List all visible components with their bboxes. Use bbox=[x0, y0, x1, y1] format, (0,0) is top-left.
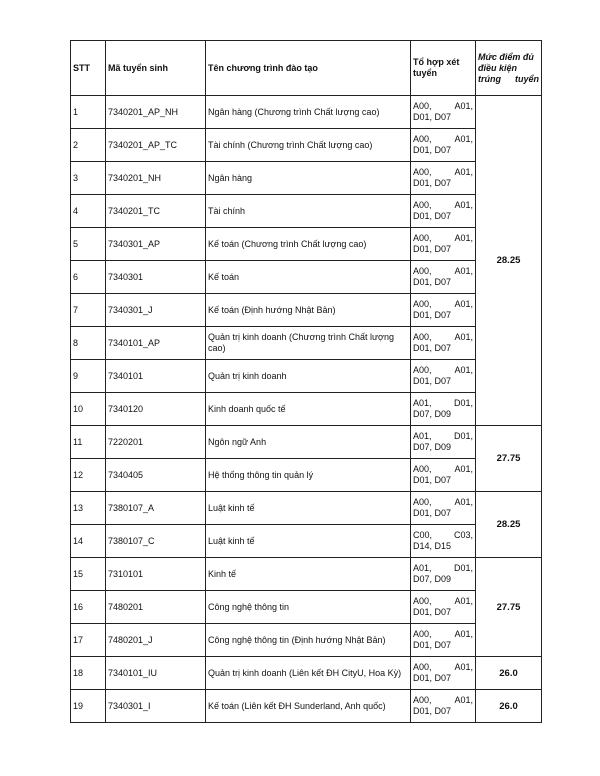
row-program-name: Ngân hàng bbox=[206, 162, 411, 195]
combo-rest: D01, D07 bbox=[413, 475, 452, 485]
row-admission-code: 7340301 bbox=[106, 261, 206, 294]
row-program-name: Kế toán bbox=[206, 261, 411, 294]
row-program-name: Ngôn ngữ Anh bbox=[206, 426, 411, 459]
combo-first: A00, bbox=[413, 497, 432, 507]
combo-first: A01, bbox=[413, 563, 432, 573]
combo-second: A01, bbox=[454, 266, 473, 276]
combo-second: C03, bbox=[453, 530, 473, 540]
combo-second: A01, bbox=[454, 365, 473, 375]
row-admission-code: 7340101 bbox=[106, 360, 206, 393]
row-program-name: Kinh tế bbox=[206, 558, 411, 591]
row-subject-combination bbox=[411, 294, 476, 327]
combo-first: A00, bbox=[413, 365, 432, 375]
row-program-name: Tài chính (Chương trình Chất lượng cao) bbox=[206, 129, 411, 162]
row-admission-code: 7480201 bbox=[106, 591, 206, 624]
combo-rest: D14, D15 bbox=[413, 541, 452, 551]
combo-rest: D01, D07 bbox=[413, 376, 452, 386]
row-subject-combination bbox=[411, 360, 476, 393]
row-admission-code: 7480201_J bbox=[106, 624, 206, 657]
row-program-name: Ngân hàng (Chương trình Chất lượng cao) bbox=[206, 96, 411, 129]
row-subject-combination bbox=[411, 591, 476, 624]
row-subject-combination bbox=[411, 261, 476, 294]
table-row bbox=[71, 591, 542, 624]
row-subject-combination bbox=[411, 624, 476, 657]
combo-second: A01, bbox=[454, 464, 473, 474]
row-admission-code: 7340301_J bbox=[106, 294, 206, 327]
row-stt: 2 bbox=[71, 129, 106, 162]
row-subject-combination bbox=[411, 426, 476, 459]
row-admission-code: 7380107_C bbox=[106, 525, 206, 558]
combo-second: A01, bbox=[454, 332, 473, 342]
combo-first: A00, bbox=[413, 596, 432, 606]
combo-rest: D07, D09 bbox=[413, 442, 452, 452]
row-admission-code: 7380107_A bbox=[106, 492, 206, 525]
table-row bbox=[71, 690, 542, 723]
combo-rest: D01, D07 bbox=[413, 607, 452, 617]
row-admission-code: 7340201_AP_NH bbox=[106, 96, 206, 129]
row-subject-combination bbox=[411, 327, 476, 360]
row-subject-combination bbox=[411, 96, 476, 129]
qualifying-score-cell: 27.75 bbox=[476, 558, 542, 657]
row-subject-combination bbox=[411, 162, 476, 195]
combo-second: A01, bbox=[454, 233, 473, 243]
combo-second: A01, bbox=[454, 101, 473, 111]
row-program-name: Kinh doanh quốc tế bbox=[206, 393, 411, 426]
table-header-row bbox=[71, 41, 542, 96]
combo-rest: D01, D07 bbox=[413, 508, 452, 518]
table-row bbox=[71, 294, 542, 327]
combo-rest: D01, D07 bbox=[413, 178, 452, 188]
row-program-name: Quản trị kinh doanh bbox=[206, 360, 411, 393]
row-stt: 11 bbox=[71, 426, 106, 459]
table-row bbox=[71, 558, 542, 591]
row-program-name: Công nghệ thông tin (Định hướng Nhật Bản) bbox=[206, 624, 411, 657]
combo-second: D01, bbox=[453, 563, 473, 573]
header-qualifying-score: Mức điểm đủ điều kiện trúng tuyển bbox=[476, 41, 542, 96]
row-program-name: Quản trị kinh doanh (Chương trình Chất lượng cao) bbox=[206, 327, 411, 360]
table-row bbox=[71, 657, 542, 690]
combo-first: A00, bbox=[413, 695, 432, 705]
combo-first: A00, bbox=[413, 332, 432, 342]
row-subject-combination bbox=[411, 393, 476, 426]
header-program-name: Tên chương trình đào tạo bbox=[206, 41, 411, 96]
row-stt: 10 bbox=[71, 393, 106, 426]
table-row bbox=[71, 129, 542, 162]
header-admission-code: Mã tuyển sinh bbox=[106, 41, 206, 96]
row-subject-combination bbox=[411, 657, 476, 690]
header-subject-combination: Tổ hợp xét tuyển bbox=[411, 41, 476, 96]
row-subject-combination bbox=[411, 525, 476, 558]
table-row bbox=[71, 393, 542, 426]
row-program-name: Luật kinh tế bbox=[206, 492, 411, 525]
combo-first: A00, bbox=[413, 167, 432, 177]
row-stt: 19 bbox=[71, 690, 106, 723]
row-admission-code: 7310101 bbox=[106, 558, 206, 591]
combo-rest: D01, D07 bbox=[413, 673, 452, 683]
table-row bbox=[71, 492, 542, 525]
table-row bbox=[71, 327, 542, 360]
combo-first: A00, bbox=[413, 233, 432, 243]
combo-first: A00, bbox=[413, 464, 432, 474]
combo-second: A01, bbox=[454, 629, 473, 639]
combo-first: A00, bbox=[413, 200, 432, 210]
row-stt: 16 bbox=[71, 591, 106, 624]
row-stt: 13 bbox=[71, 492, 106, 525]
qualifying-score-cell: 28.25 bbox=[476, 492, 542, 558]
combo-first: A01, bbox=[413, 398, 432, 408]
qualifying-score-cell: 26.0 bbox=[476, 657, 542, 690]
combo-first: A01, bbox=[413, 431, 432, 441]
qualifying-score-cell: 26.0 bbox=[476, 690, 542, 723]
table-row bbox=[71, 360, 542, 393]
combo-second: A01, bbox=[454, 695, 473, 705]
row-admission-code: 7340201_NH bbox=[106, 162, 206, 195]
row-subject-combination bbox=[411, 228, 476, 261]
row-stt: 8 bbox=[71, 327, 106, 360]
row-program-name: Công nghệ thông tin bbox=[206, 591, 411, 624]
row-subject-combination bbox=[411, 195, 476, 228]
row-admission-code: 7340201_TC bbox=[106, 195, 206, 228]
row-program-name: Kế toán (Định hướng Nhật Bản) bbox=[206, 294, 411, 327]
row-stt: 3 bbox=[71, 162, 106, 195]
row-program-name: Luật kinh tế bbox=[206, 525, 411, 558]
row-stt: 7 bbox=[71, 294, 106, 327]
row-stt: 14 bbox=[71, 525, 106, 558]
row-admission-code: 7340301_I bbox=[106, 690, 206, 723]
row-admission-code: 7340201_AP_TC bbox=[106, 129, 206, 162]
row-subject-combination bbox=[411, 558, 476, 591]
row-program-name: Quản trị kinh doanh (Liên kết ĐH CityU, Hoa Kỳ) bbox=[206, 657, 411, 690]
row-admission-code: 7220201 bbox=[106, 426, 206, 459]
table-row bbox=[71, 261, 542, 294]
combo-rest: D01, D07 bbox=[413, 640, 452, 650]
row-stt: 12 bbox=[71, 459, 106, 492]
row-program-name: Hệ thống thông tin quản lý bbox=[206, 459, 411, 492]
row-admission-code: 7340301_AP bbox=[106, 228, 206, 261]
combo-second: A01, bbox=[454, 596, 473, 606]
row-stt: 17 bbox=[71, 624, 106, 657]
row-admission-code: 7340101_IU bbox=[106, 657, 206, 690]
row-stt: 1 bbox=[71, 96, 106, 129]
combo-first: A00, bbox=[413, 662, 432, 672]
combo-second: D01, bbox=[453, 431, 473, 441]
row-stt: 9 bbox=[71, 360, 106, 393]
combo-first: A00, bbox=[413, 101, 432, 111]
row-subject-combination bbox=[411, 690, 476, 723]
row-subject-combination bbox=[411, 129, 476, 162]
table-row bbox=[71, 426, 542, 459]
table-row bbox=[71, 525, 542, 558]
combo-rest: D01, D07 bbox=[413, 112, 452, 122]
combo-rest: D01, D07 bbox=[413, 277, 452, 287]
combo-rest: D07, D09 bbox=[413, 574, 452, 584]
combo-rest: D01, D07 bbox=[413, 706, 452, 716]
combo-second: A01, bbox=[454, 299, 473, 309]
row-program-name: Kế toán (Liên kết ĐH Sunderland, Anh quốc) bbox=[206, 690, 411, 723]
row-stt: 6 bbox=[71, 261, 106, 294]
combo-first: A00, bbox=[413, 266, 432, 276]
combo-second: A01, bbox=[454, 134, 473, 144]
table-row bbox=[71, 624, 542, 657]
row-stt: 15 bbox=[71, 558, 106, 591]
combo-rest: D01, D07 bbox=[413, 145, 452, 155]
combo-rest: D07, D09 bbox=[413, 409, 452, 419]
row-subject-combination bbox=[411, 459, 476, 492]
qualifying-score-cell: 28.25 bbox=[476, 96, 542, 426]
row-stt: 4 bbox=[71, 195, 106, 228]
table-row bbox=[71, 96, 542, 129]
admission-scores-table bbox=[70, 40, 542, 723]
row-program-name: Kế toán (Chương trình Chất lượng cao) bbox=[206, 228, 411, 261]
header-stt: STT bbox=[71, 41, 106, 96]
combo-rest: D01, D07 bbox=[413, 343, 452, 353]
combo-first: A00, bbox=[413, 629, 432, 639]
combo-first: A00, bbox=[413, 299, 432, 309]
combo-rest: D01, D07 bbox=[413, 244, 452, 254]
row-subject-combination bbox=[411, 492, 476, 525]
row-admission-code: 7340101_AP bbox=[106, 327, 206, 360]
row-stt: 18 bbox=[71, 657, 106, 690]
row-admission-code: 7340405 bbox=[106, 459, 206, 492]
row-program-name: Tài chính bbox=[206, 195, 411, 228]
combo-second: A01, bbox=[454, 497, 473, 507]
combo-first: A00, bbox=[413, 134, 432, 144]
combo-rest: D01, D07 bbox=[413, 310, 452, 320]
table-row bbox=[71, 162, 542, 195]
row-admission-code: 7340120 bbox=[106, 393, 206, 426]
qualifying-score-cell: 27.75 bbox=[476, 426, 542, 492]
table-row bbox=[71, 459, 542, 492]
combo-second: A01, bbox=[454, 167, 473, 177]
combo-second: A01, bbox=[454, 662, 473, 672]
combo-rest: D01, D07 bbox=[413, 211, 452, 221]
table-row bbox=[71, 195, 542, 228]
combo-second: D01, bbox=[453, 398, 473, 408]
combo-second: A01, bbox=[454, 200, 473, 210]
combo-first: C00, bbox=[413, 530, 433, 540]
row-stt: 5 bbox=[71, 228, 106, 261]
table-row bbox=[71, 228, 542, 261]
